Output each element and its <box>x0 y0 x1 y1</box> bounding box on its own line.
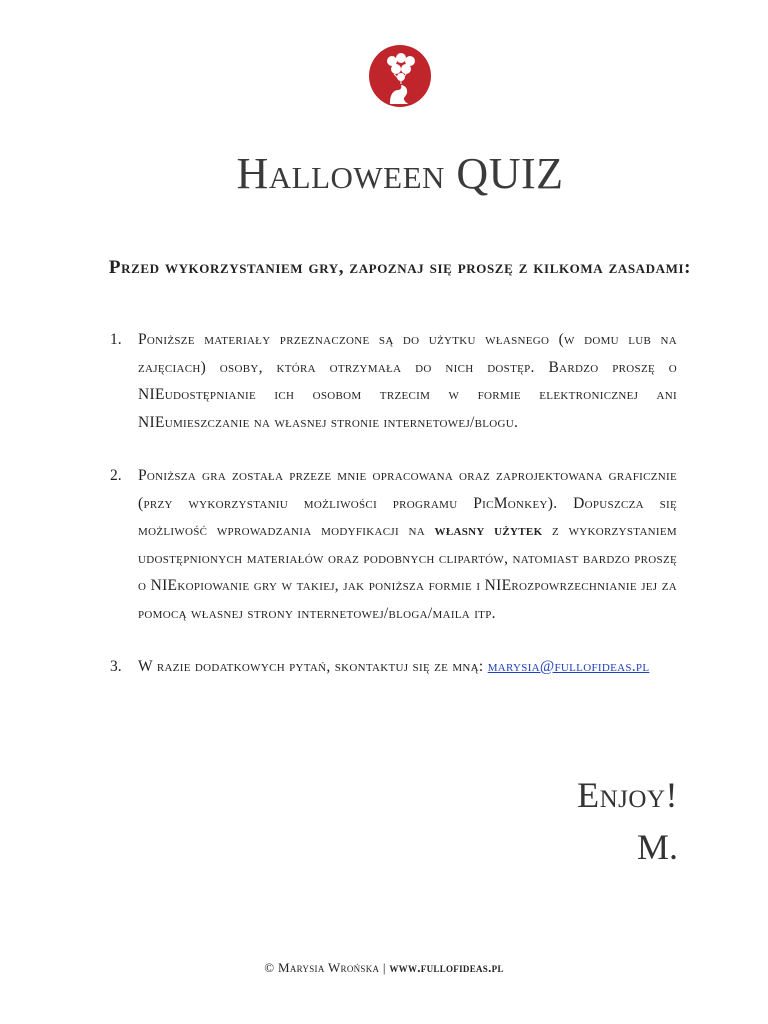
rule-text-caps: NIE <box>138 386 165 403</box>
closing-signature: M. <box>636 827 678 867</box>
document-title: Halloween QUIZ <box>236 149 564 198</box>
rule-text-part: rozpowrzechnianie jej za pomocą własnej strony internetowej/bloga/maila itp. <box>138 577 677 622</box>
rule-text-caps: NIE <box>138 413 165 431</box>
balloons-girl-icon <box>368 44 432 108</box>
rule-item <box>110 462 677 627</box>
email-link[interactable]: marysia@fullofideas.pl <box>487 658 650 675</box>
author-name: Marysia Wrońska <box>277 960 380 975</box>
rule-text-part: Poniższa gra została przeze mnie opracowana oraz zaprojektowana graficznie (przy wykorzystaniu możliwości programu PicMonkey). Dopuszcza się możliwość wprowadzania modyfikacji na <box>138 467 677 539</box>
rule-text-caps: NIE <box>150 577 178 594</box>
rule-text-part: z wykorzystaniem udostępnionych materiałów oraz podobnych clipartów, natomiast bardzo proszę o <box>138 522 677 594</box>
rule-text <box>138 326 677 436</box>
rule-text-part: W razie dodatkowych pytań, skontaktuj się ze mną: <box>138 658 488 675</box>
rule-text <box>138 462 677 627</box>
page-footer <box>0 960 768 976</box>
rule-text-part: Poniższe materiały przeznaczone są do użytku własnego (w domu lub na zajęciach) osoby, która otrzymała do nich dostęp. Bardzo proszę o <box>138 331 677 376</box>
rule-text-bold: własny użytek <box>434 522 543 539</box>
website-link[interactable]: www.fullofideas.pl <box>389 960 504 975</box>
rule-number: 3. <box>110 658 122 675</box>
rule-text-part: umieszczanie na własnej stronie internetowej/blogu. <box>164 413 519 431</box>
rule-text <box>138 653 677 681</box>
rule-text-part: kopiowanie gry w takiej, jak poniższa formie i <box>177 577 485 594</box>
closing-enjoy: Enjoy! <box>577 775 678 815</box>
rule-text-part: udostępnianie ich osobom trzecim w formie elektronicznej ani <box>164 386 677 403</box>
copyright-symbol: © <box>264 960 278 975</box>
rule-text-caps: NIE <box>484 577 512 594</box>
footer-separator: | <box>379 960 390 975</box>
rule-item <box>110 653 677 681</box>
rule-item <box>110 326 677 436</box>
document-subtitle: Przed wykorzystaniem gry, zapoznaj się proszę z kilkoma zasadami: <box>108 257 692 278</box>
rule-number: 1. <box>110 331 122 348</box>
logo-graphic <box>368 44 432 108</box>
rules-list <box>110 326 677 707</box>
rule-number: 2. <box>110 467 122 484</box>
